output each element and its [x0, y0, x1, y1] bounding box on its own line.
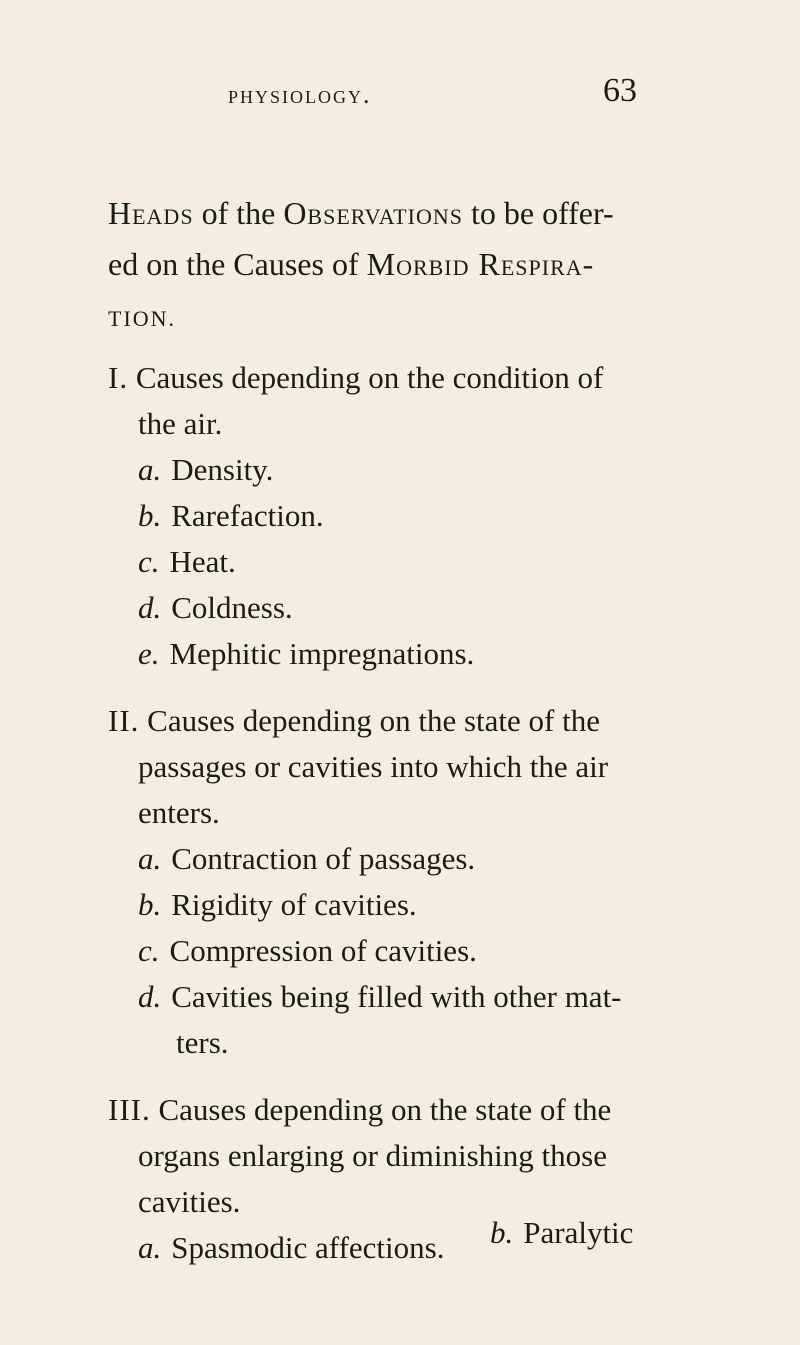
heading-line-1: Heads of the Observations to be offer-	[108, 195, 614, 231]
cause-2-item-a: a. Contraction of passages.	[138, 841, 476, 876]
cause-3-line-1: III. Causes depending on the state of the	[108, 1092, 612, 1127]
section-heading	[108, 188, 668, 344]
cause-3-item-a: a. Spasmodic affections.	[138, 1230, 445, 1265]
cause-2-line-3: enters.	[138, 795, 220, 830]
cause-1-item-c: c. Heat.	[138, 544, 236, 579]
cause-1-item-e: e. Mephitic impregnations.	[138, 636, 475, 671]
cause-3-line-3: cavities.	[138, 1184, 241, 1219]
cause-1-item-d: d. Coldness.	[138, 590, 293, 625]
cause-2-line-1: II. Causes depending on the state of the	[108, 703, 600, 738]
cause-1-line-1: I. Causes depending on the condition of	[108, 360, 604, 395]
cause-1-line-2: the air.	[138, 406, 223, 441]
cause-2-line-2: passages or cavities into which the air	[138, 749, 609, 784]
heading-line-2: ed on the Causes of Morbid Respira-	[108, 246, 595, 282]
cause-1-item-b: b. Rarefaction.	[138, 498, 324, 533]
running-head	[0, 70, 800, 110]
heading-line-3: TION.	[108, 306, 177, 331]
catchword-letter: b.	[490, 1215, 514, 1250]
cause-2-item-d-cont: ters.	[176, 1025, 229, 1060]
cause-2-item-b: b. Rigidity of cavities.	[138, 887, 417, 922]
causes-list	[108, 355, 668, 1271]
cause-1-item-a: a. Density.	[138, 452, 274, 487]
running-title: physiology.	[228, 80, 372, 109]
page-number: 63	[603, 72, 637, 109]
cause-2-item-d: d. Cavities being filled with other mat-	[138, 979, 622, 1014]
cause-2-item-c: c. Compression of cavities.	[138, 933, 477, 968]
catchword-text: Paralytic	[523, 1215, 634, 1250]
cause-3-line-2: organs enlarging or diminishing those	[138, 1138, 607, 1173]
